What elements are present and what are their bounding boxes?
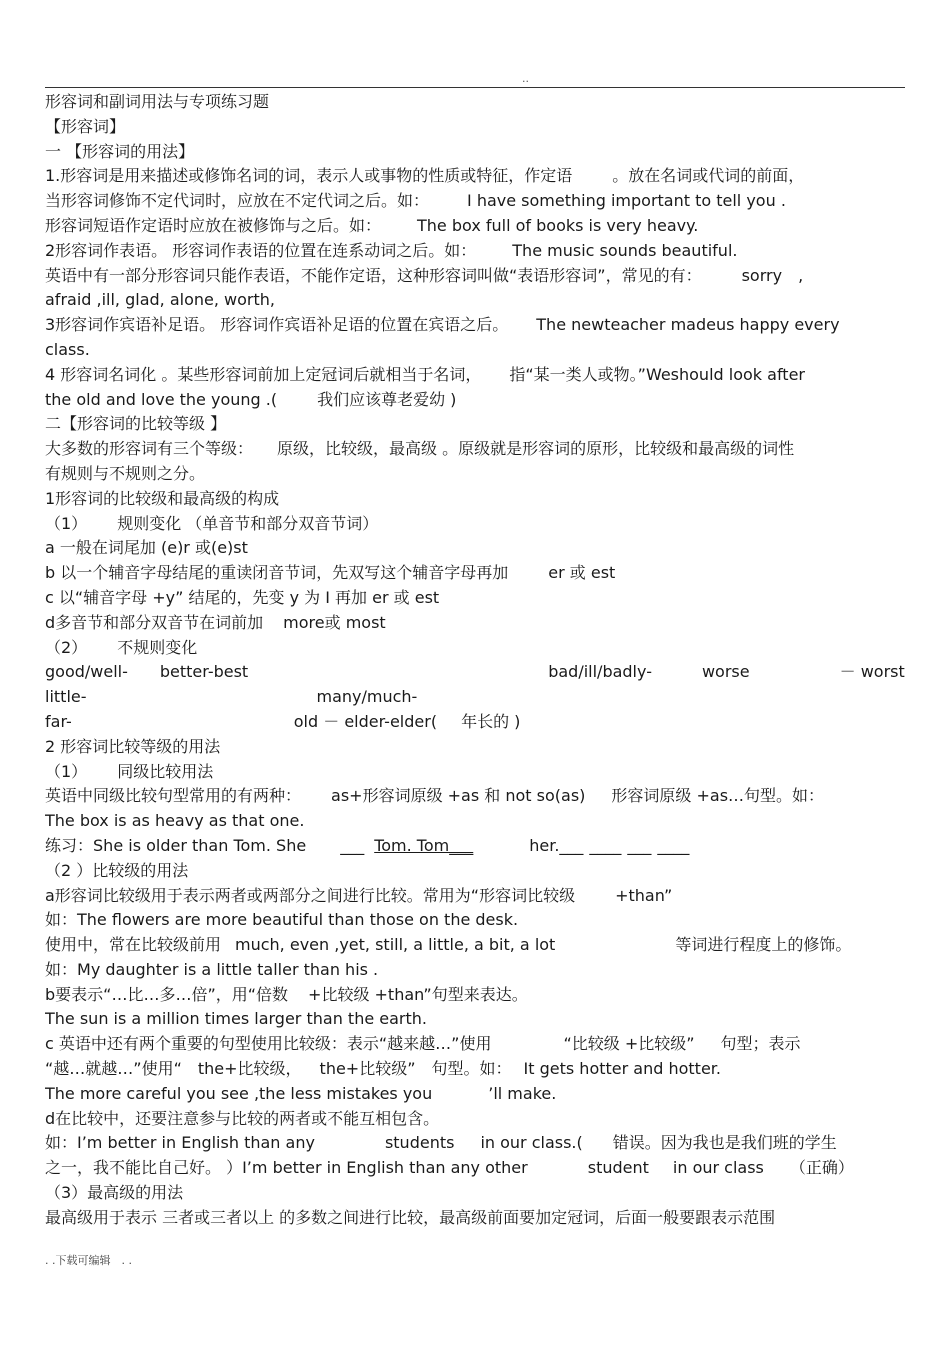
text-line: 形容词短语作定语时应放在被修饰与之后。如： The box full of books is very heavy.: [45, 215, 699, 235]
doc-title: 形容词和副词用法与专项练习题: [45, 92, 270, 111]
text-line: d在比较中，还要注意参与比较的两者或不能互相包含。: [45, 1108, 440, 1128]
irregular-forms-row: good/well- better-best bad/ill/badly- worse － worst: [45, 662, 905, 682]
text-line: a 一般在词尾加 (e)r 或(e)st: [45, 538, 248, 558]
text-line: （3）最高级的用法: [45, 1183, 184, 1203]
text-line: 4 形容词名词化 。某些形容词前加上定冠词后就相当于名词， 指“某一类人或物。”Weshould look after: [45, 364, 805, 384]
text-line: 2 形容词比较等级的用法: [45, 736, 221, 756]
text-line: d多音节和部分双音节在词前加 more或 most: [45, 612, 386, 632]
text-line: b要表示“…比…多…倍”，用“倍数 +比较级 +than”句型来表达。: [45, 984, 528, 1004]
text-line: c 以“辅音字母 +y” 结尾的，先变 y 为 I 再加 er 或 est: [45, 587, 440, 607]
text-line: The sun is a million times larger than the earth.: [45, 1009, 427, 1029]
document-body: [45, 90, 905, 1231]
text-line: the old and love the young .( 我们应该尊老爱幼 ): [45, 389, 457, 409]
text-line: （1） 同级比较用法: [45, 761, 214, 781]
text-line: 如：I’m better in English than any students in our class.( 错误。因为我也是我们班的学生: [45, 1133, 837, 1153]
text-line: （2 ）比较级的用法: [45, 860, 189, 880]
text-line: 使用中，常在比较级前用 much, even ,yet, still, a little, a bit, a lot 等词进行程度上的修饰。: [45, 935, 852, 955]
text-line: 如：The flowers are more beautiful than those on the desk.: [45, 910, 519, 930]
text-line: 当形容词修饰不定代词时，应放在不定代词之后。如： I have something important to tell you .: [45, 191, 786, 211]
text-line: 最高级用于表示 三者或三者以上 的多数之间进行比较，最高级前面要加定冠词，后面一般要跟表示范围: [45, 1207, 776, 1227]
text-line: The more careful you see ,the less mistakes you ’ll make.: [45, 1083, 557, 1103]
page-footer: . .下载可编辑 . .: [45, 1254, 132, 1267]
text-line: The box is as heavy as that one.: [45, 811, 305, 831]
exercise-line: 练习：She is older than Tom. She ___ Tom. Tom___ her.___ ____ ___ ____: [45, 835, 690, 855]
text-line: b 以一个辅音字母结尾的重读闭音节词，先双写这个辅音字母再加 er 或 est: [45, 563, 616, 583]
header-rule: [45, 87, 905, 88]
text-line: afraid ,ill, glad, alone, worth,: [45, 290, 275, 310]
irregular-forms-row: little- many/much-: [45, 687, 418, 707]
text-line: 如：My daughter is a little taller than his .: [45, 959, 379, 979]
text-line: （1） 规则变化 （单音节和部分双音节词）: [45, 513, 379, 533]
text-line: a形容词比较级用于表示两者或两部分之间进行比较。常用为“形容词比较级 +than”: [45, 885, 673, 905]
text-line: 大多数的形容词有三个等级： 原级，比较级，最高级 。原级就是形容词的原形，比较级和最高级的词性: [45, 439, 795, 459]
subheading-comparison: 二【形容词的比较等级 】: [45, 414, 227, 434]
text-line: c 英语中还有两个重要的句型使用比较级：表示“越来越…”使用 “比较级 +比较级” 句型；表示: [45, 1034, 801, 1054]
text-line: 3形容词作宾语补足语。 形容词作宾语补足语的位置在宾语之后。 The newteacher madeus happy every: [45, 315, 840, 335]
text-line: 之一，我不能比自己好。 ）I’m better in English than any other student in our class （正确）: [45, 1158, 854, 1178]
text-line: 英语中有一部分形容词只能作表语，不能作定语，这种形容词叫做“表语形容词”，常见的有： sorry ,: [45, 265, 804, 285]
text-line: “越…就越…”使用“ the+比较级， the+比较级” 句型。如： It gets hotter and hotter.: [45, 1059, 721, 1079]
subheading-usage: 一 【形容词的用法】: [45, 141, 195, 161]
text-line: 1形容词的比较级和最高级的构成: [45, 488, 280, 508]
irregular-forms-row: far- old － elder-elder( 年长的 ): [45, 711, 521, 731]
text-line: class.: [45, 339, 90, 359]
header-mark: ..: [522, 72, 529, 85]
text-line: 2形容词作表语。 形容词作表语的位置在连系动词之后。如： The music sounds beautiful.: [45, 240, 738, 260]
text-line: （2） 不规则变化: [45, 637, 198, 657]
text-line: 英语中同级比较句型常用的有两种： as+形容词原级 +as 和 not so(as) 形容词原级 +as…句型。如：: [45, 786, 825, 806]
section-heading-adjective: 【形容词】: [45, 116, 126, 136]
text-line: 1.形容词是用来描述或修饰名词的词，表示人或事物的性质或特征，作定语 。放在名词或代词的前面，: [45, 166, 805, 186]
text-line: 有规则与不规则之分。: [45, 463, 206, 483]
